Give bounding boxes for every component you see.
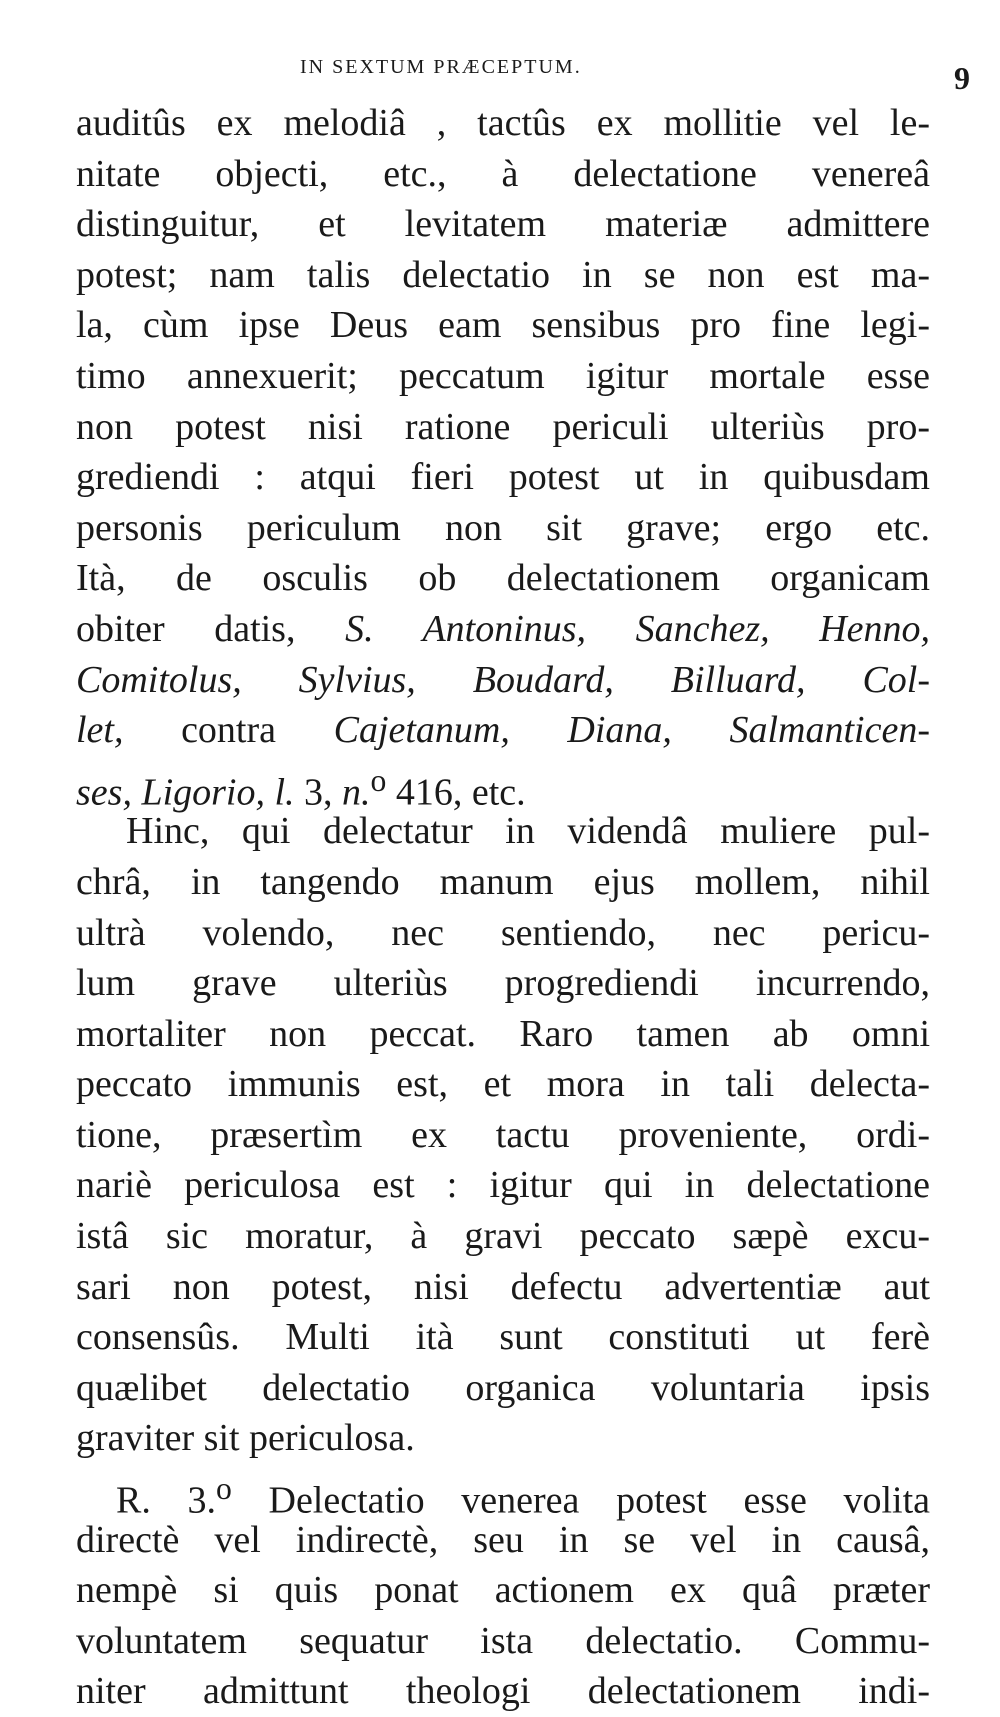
text-line: niter admittunt theologi delectationem indi- bbox=[76, 1670, 930, 1713]
text-line: mortaliter non peccat. Raro tamen ab omni bbox=[76, 1012, 930, 1055]
text-span: contra bbox=[181, 709, 277, 752]
citation-line bbox=[76, 756, 930, 814]
author-names: Cajetanum, Diana, Salmanticen- bbox=[333, 709, 931, 752]
text-span: Delectatio venerea potest esse volita bbox=[231, 1479, 930, 1522]
superscript: o bbox=[216, 1471, 232, 1507]
author-names: S. Antoninus, Sanchez, Henno, bbox=[345, 607, 931, 650]
text-line: sari non potest, nisi defectu advertentiæ aut bbox=[76, 1265, 930, 1308]
paragraph-start-line: Hinc, qui delectatur in videndâ muliere pul- bbox=[126, 810, 930, 853]
text-line: nitate objecti, etc., à delectatione venereâ bbox=[76, 152, 930, 195]
text-line: chrâ, in tangendo manum ejus mollem, nihil bbox=[76, 860, 930, 903]
text-line: tione, præsertìm ex tactu proveniente, ordi- bbox=[76, 1113, 930, 1156]
text-span: R. 3. bbox=[116, 1479, 217, 1522]
text-line: istâ sic moratur, à gravi peccato sæpè excu- bbox=[76, 1215, 930, 1258]
text-line: lum grave ulteriùs progrediendi incurrendo, bbox=[76, 962, 930, 1005]
text-line bbox=[76, 604, 930, 655]
text-line: nariè periculosa est : igitur qui in delectatione bbox=[76, 1164, 930, 1207]
author-name: let, bbox=[76, 709, 124, 752]
text-line: potest; nam talis delectatio in se non est ma- bbox=[76, 253, 930, 296]
text-line: timo annexuerit; peccatum igitur mortale esse bbox=[76, 354, 930, 397]
page-number: 9 bbox=[954, 60, 970, 96]
paragraph-start-line bbox=[76, 1464, 930, 1522]
text-line: voluntatem sequatur ista delectatio. Commu- bbox=[76, 1619, 930, 1662]
text-line: quælibet delectatio organica voluntaria ipsis bbox=[76, 1366, 930, 1409]
text-line: distinguitur, et levitatem materiæ admittere bbox=[76, 203, 930, 246]
text-span: 416, etc. bbox=[395, 771, 526, 814]
text-line: graviter sit periculosa. bbox=[76, 1417, 415, 1460]
author-names-line: Comitolus, Sylvius, Boudard, Billuard, Col- bbox=[76, 658, 930, 701]
text-line: Ità, de osculis ob delectationem organicam bbox=[76, 557, 930, 600]
text-span: 3, bbox=[304, 771, 333, 814]
text-line: auditûs ex melodiâ , tactûs ex mollitie vel le- bbox=[76, 102, 930, 144]
text-line bbox=[76, 705, 930, 756]
text-line: non potest nisi ratione periculi ulteriùs pro- bbox=[76, 405, 930, 448]
text-line: ultrà volendo, nec sentiendo, nec pericu- bbox=[76, 911, 930, 954]
text-line: personis periculum non sit grave; ergo etc. bbox=[76, 506, 930, 549]
superscript: o bbox=[370, 762, 387, 798]
running-head: IN SEXTUM PRÆCEPTUM. bbox=[300, 56, 582, 78]
text-span: obiter datis, bbox=[76, 607, 296, 650]
text-line: grediendi : atqui fieri potest ut in quibusdam bbox=[76, 456, 930, 499]
abbreviation: n. bbox=[342, 771, 371, 814]
text-line: consensûs. Multi ità sunt constituti ut ferè bbox=[76, 1316, 930, 1359]
text-line: directè vel indirectè, seu in se vel in causâ, bbox=[76, 1518, 930, 1561]
text-line: la, cùm ipse Deus eam sensibus pro fine legi- bbox=[76, 304, 930, 347]
author-name: ses, Ligorio, l. bbox=[76, 771, 295, 814]
text-line: nempè si quis ponat actionem ex quâ præter bbox=[76, 1569, 930, 1612]
body-text bbox=[76, 98, 930, 1717]
text-line: peccato immunis est, et mora in tali delecta- bbox=[76, 1063, 930, 1106]
